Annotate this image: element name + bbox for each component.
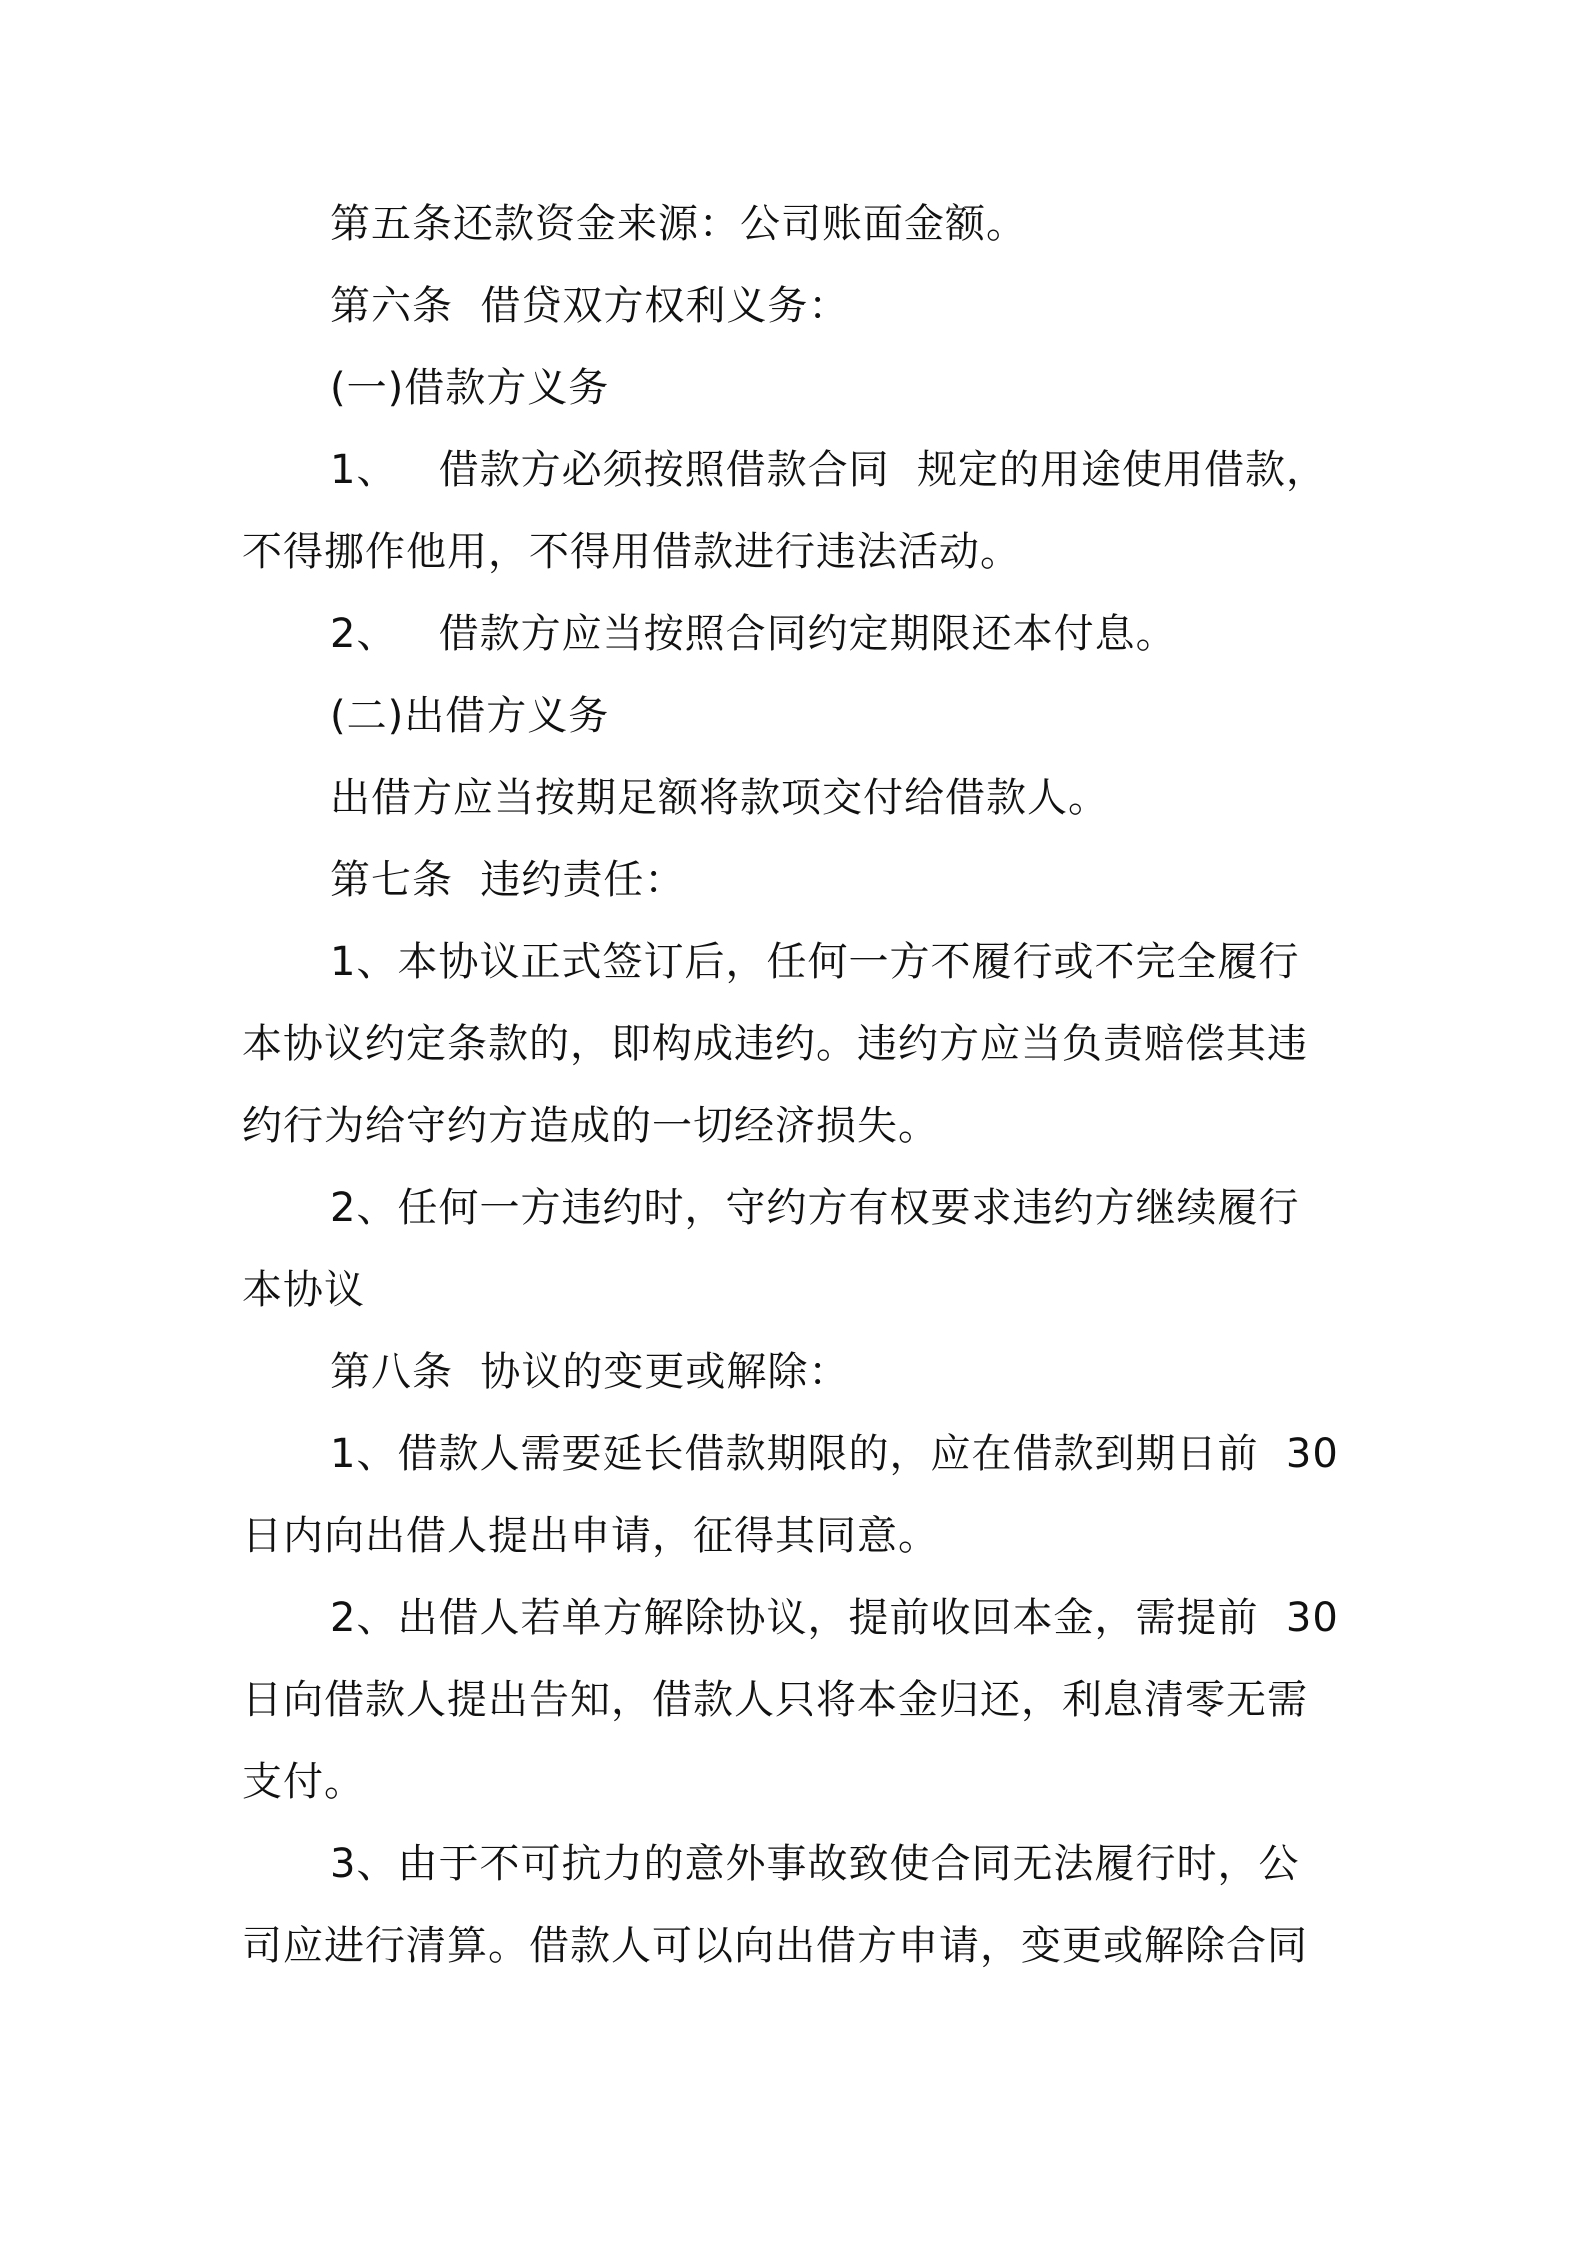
article-6-heading: 第六条 借贷双方权利义务： — [330, 283, 850, 329]
breach-clause-2-line-1: 2、任何一方违约时，守约方有权要求违约方继续履行 — [330, 1185, 1300, 1231]
modification-clause-3-line-1: 3、由于不可抗力的意外事故致使合同无法履行时，公 — [330, 1841, 1300, 1887]
borrower-obligations-heading: (一)借款方义务 — [330, 365, 610, 411]
breach-clause-1-line-3: 约行为给守约方造成的一切经济损失。 — [242, 1103, 939, 1149]
article-7-heading: 第七条 违约责任： — [330, 857, 686, 903]
lender-obligations-heading: (二)出借方义务 — [330, 693, 610, 739]
modification-clause-2-line-2: 日向借款人提出告知，借款人只将本金归还，利息清零无需 — [242, 1677, 1308, 1723]
breach-clause-2-line-2: 本协议 — [242, 1267, 365, 1313]
modification-clause-3-line-2: 司应进行清算。借款人可以向出借方申请，变更或解除合同 — [242, 1923, 1308, 1969]
modification-clause-2-line-1: 2、出借人若单方解除协议，提前收回本金，需提前 30 — [330, 1595, 1339, 1641]
breach-clause-1-line-1: 1、本协议正式签订后，任何一方不履行或不完全履行 — [330, 939, 1300, 985]
modification-clause-1-line-1: 1、借款人需要延长借款期限的，应在借款到期日前 30 — [330, 1431, 1339, 1477]
borrower-obligation-1-line-2: 不得挪作他用，不得用借款进行违法活动。 — [242, 529, 1021, 575]
article-8-heading: 第八条 协议的变更或解除： — [330, 1349, 850, 1395]
modification-clause-2-line-3: 支付。 — [242, 1759, 365, 1805]
borrower-obligation-1-line-1: 1、 借款方必须按照借款合同 规定的用途使用借款， — [330, 447, 1328, 493]
lender-obligation-text: 出借方应当按期足额将款项交付给借款人。 — [330, 775, 1109, 821]
modification-clause-1-line-2: 日内向出借人提出申请，征得其同意。 — [242, 1513, 939, 1559]
article-5-repayment-source: 第五条还款资金来源：公司账面金额。 — [330, 201, 1027, 247]
breach-clause-1-line-2: 本协议约定条款的，即构成违约。违约方应当负责赔偿其违 — [242, 1021, 1308, 1067]
borrower-obligation-2: 2、 借款方应当按照合同约定期限还本付息。 — [330, 611, 1177, 657]
